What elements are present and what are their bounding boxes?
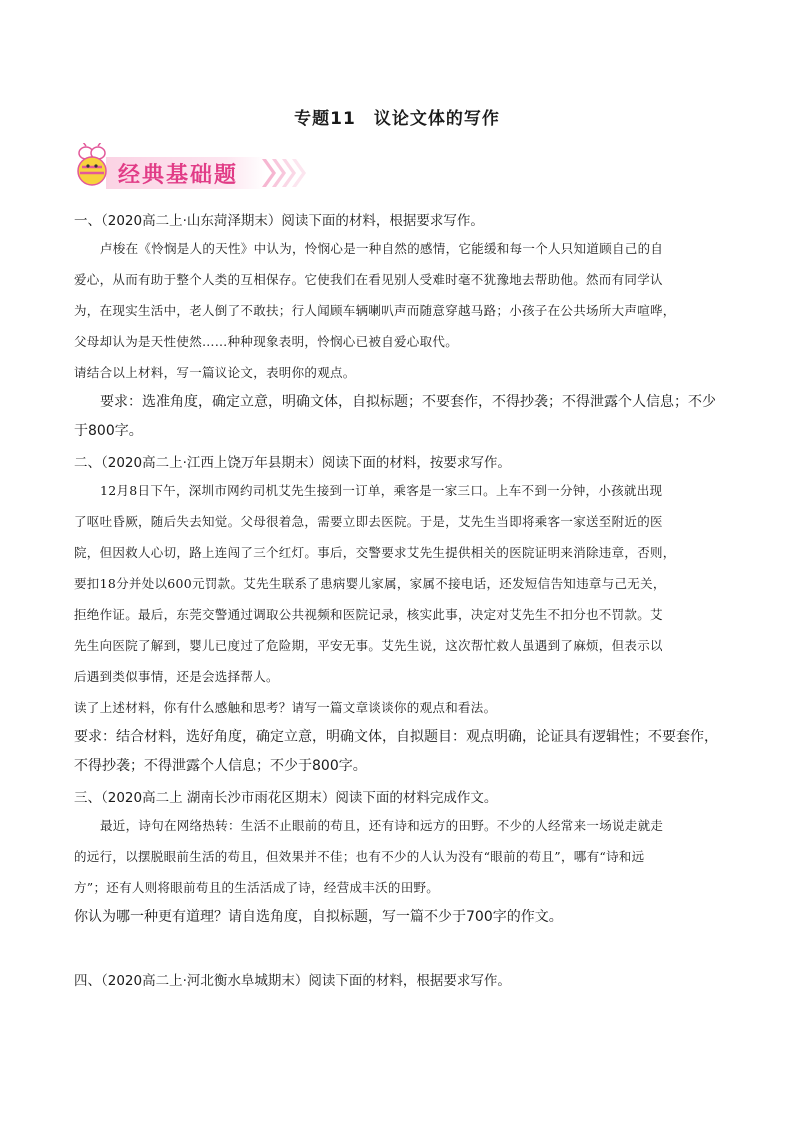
page-title: 专题11 议论文体的写作	[294, 109, 500, 129]
question-2	[74, 451, 734, 781]
question-heading: 二、（2020高二上·江西上饶万年县期末）阅读下面的材料，按要求写作。	[74, 455, 511, 471]
material-line: 要扣18分并处以600元罚款。艾先生联系了患病婴儿家属，家属不接电话，还发短信告知违章与己无关，	[74, 576, 666, 591]
material-line: 12月8日下午，深圳市网约司机艾先生接到一订单，乘客是一家三口。上车不到一分钟，小孩就出现	[100, 483, 663, 498]
material-line: 卢梭在《怜悯是人的天性》中认为，怜悯心是一种自然的感情，它能缓和每一个人只知道顾自己的自	[100, 241, 664, 256]
question-heading: 三、（2020高二上 湖南长沙市雨花区期末）阅读下面的材料完成作文。	[74, 790, 498, 806]
material-line: 最近，诗句在网络热转：生活不止眼前的苟且，还有诗和远方的田野。不少的人经常来一场说走就走	[100, 818, 664, 833]
material-line: 为，在现实生活中，老人倒了不敢扶；行人闻顾车辆喇叭声而随意穿越马路；小孩子在公共场所大声喧哗，	[74, 303, 676, 318]
material-line: 了呕吐昏厥，随后失去知觉。父母很着急，需要立即去医院。于是，艾先生当即将乘客一家送至附近的医	[74, 514, 663, 529]
requirement-line: 不得抄袭；不得泄露个人信息；不少于800字。	[74, 758, 367, 774]
material-line: 的远行，以摆脱眼前生活的苟且，但效果并不佳；也有不少的人认为没有“眼前的苟且”，哪有“诗和远	[74, 849, 645, 864]
material-line: 拒绝作证。最后，东莞交警通过调取公共视频和医院记录，核实此事，决定对艾先生不扣分也不罚款。艾	[74, 607, 663, 622]
prompt-line: 请结合以上材料，写一篇议论文，表明你的观点。	[74, 365, 356, 380]
requirement-line: 于800字。	[74, 423, 143, 439]
bee-icon	[68, 143, 116, 191]
requirement-line: 你认为哪一种更有道理？请自选角度，自拟标题，写一篇不少于700字的作文。	[74, 909, 563, 925]
question-4	[74, 969, 734, 993]
spacer	[74, 932, 734, 964]
material-line: 院，但因救人心切，路上连闯了三个红灯。事后，交警要求艾先生提供相关的医院证明来消除违章，否则，	[74, 545, 676, 560]
question-1	[74, 209, 734, 446]
requirement-line: 要求：结合材料，选好角度，确定立意，明确文体，自拟题目：观点明确，论证具有逻辑性；不要套作，	[74, 729, 718, 745]
material-line: 方”；还有人则将眼前苟且的生活活成了诗，经营成丰沃的田野。	[74, 880, 440, 895]
material-line: 先生向医院了解到，婴儿已度过了危险期，平安无事。艾先生说，这次帮忙救人虽遇到了麻烦，但表示以	[74, 638, 663, 653]
prompt-line: 读了上述材料，你有什么感触和思考？请写一篇文章谈谈你的观点和看法。	[74, 700, 497, 715]
document-body	[74, 204, 734, 993]
material-line: 后遇到类似事情，还是会选择帮人。	[74, 669, 279, 684]
requirement-line: 要求：选准角度，确定立意，明确文体，自拟标题；不要套作，不得抄袭；不得泄露个人信息；不少	[100, 394, 716, 410]
banner-label: 经典基础题	[118, 163, 239, 188]
material-line: 父母却认为是天性使然……种种现象表明，怜悯心已被自爱心取代。	[74, 334, 459, 349]
question-heading: 四、（2020高二上·河北衡水阜城期末）阅读下面的材料，根据要求写作。	[74, 973, 511, 989]
material-line: 爱心，从而有助于整个人类的互相保存。它使我们在看见别人受难时毫不犹豫地去帮助他。然而有同学认	[74, 272, 663, 287]
question-heading: 一、（2020高二上·山东菏泽期末）阅读下面的材料，根据要求写作。	[74, 213, 484, 229]
question-3	[74, 786, 734, 932]
section-banner	[66, 143, 306, 195]
